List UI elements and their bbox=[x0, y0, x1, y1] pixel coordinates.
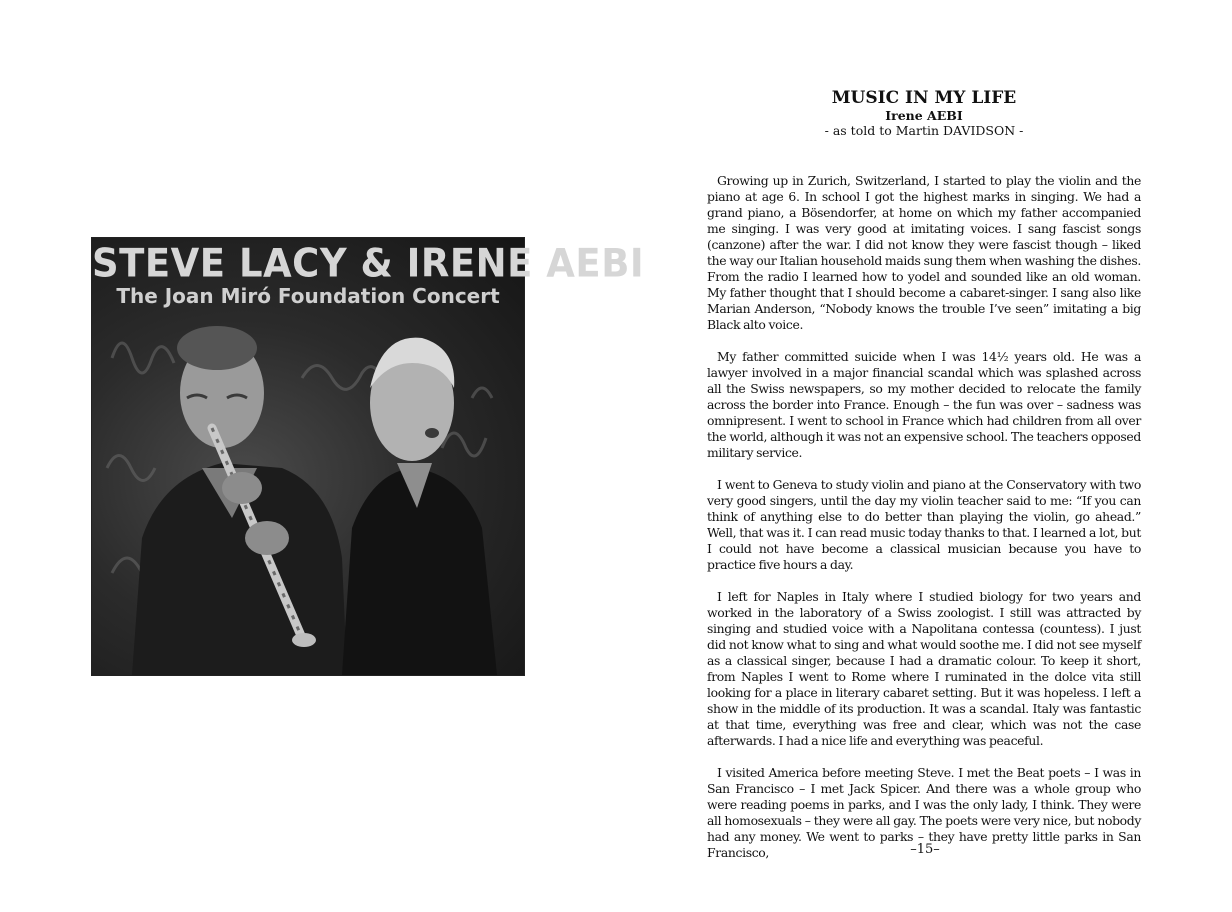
paragraph: My father committed suicide when I was 14½ years old. He was a lawyer involved in a major financial scandal which was splashed across all the Swiss newspapers, so my mother decided to relocate the family across the border into France. Enough – the fun was over – sadness was omnipresent. I went to school in France which had children from all over the world, although it was not an expensive school. The teachers opposed military service. bbox=[707, 349, 1141, 460]
article-credit: - as told to Martin DAVIDSON - bbox=[824, 123, 1024, 138]
paragraph: I visited America before meeting Steve. I met the Beat poets – I was in San Francisco – I met Jack Spicer. And there was a whole group who were reading poems in parks, and I was the only lady, I think. They were all homosexuals – they were all gay. The poets were very nice, but nobody had any money. We went to parks – they have pretty little parks in San Francisco, bbox=[707, 765, 1141, 860]
paragraph: Growing up in Zurich, Switzerland, I started to play the violin and the piano at age 6. In school I got the highest marks in singing. We had a grand piano, a Bösendorfer, at home on which my father accompanied me singing. I was very good at imitating voices. I sang fascist songs (canzone) after the war. I did not know they were fascist though – liked the way our Italian household maids sung them when washing the dishes. From the radio I learned how to yodel and sounded like an old woman. My father thought that I should become a cabaret-singer. I sang also like Marian Anderson, “Nobody knows the trouble I’ve seen” imitating a big Black alto voice. bbox=[707, 173, 1141, 332]
page-number: –15– bbox=[910, 842, 940, 857]
paragraph: I left for Naples in Italy where I studied biology for two years and worked in the laboratory of a Swiss zoologist. I still was attracted by singing and studied voice with a Napolitana contessa (countess). I just did not know what to sing and what would soothe me. I did not see myself as a classical singer, because I had a dramatic colour. To keep it short, from Naples I went to Rome where I ruminated in the dolce vita still looking for a place in literary cabaret setting. But it was hopeless. I left a show in the middle of its production. It was a scandal. Italy was fantastic at that time, everything was free and clear, which was not the case afterwards. I had a nice life and everything was peaceful. bbox=[707, 589, 1141, 748]
album-subtitle: The Joan Miró Foundation Concert bbox=[116, 284, 500, 308]
man-with-soprano-sax bbox=[132, 326, 347, 675]
article-title: MUSIC IN MY LIFE bbox=[831, 88, 1017, 108]
paragraph: I went to Geneva to study violin and piano at the Conservatory with two very good singers, until the day my violin teacher said to me: “If you can think of anything else to do better than playing the violin, go ahead.” Well, that was it. I can read music today thanks to that. I learned a lot, but I could not have become a classical musician because you have to practice five hours a day. bbox=[707, 477, 1141, 572]
article-author: Irene AEBI bbox=[885, 108, 963, 123]
album-title: STEVE LACY & IRENE AEBI bbox=[92, 240, 645, 287]
article bbox=[707, 88, 1141, 877]
article-body bbox=[707, 173, 1141, 861]
woman-singer bbox=[342, 338, 497, 675]
album-cover bbox=[91, 237, 645, 676]
